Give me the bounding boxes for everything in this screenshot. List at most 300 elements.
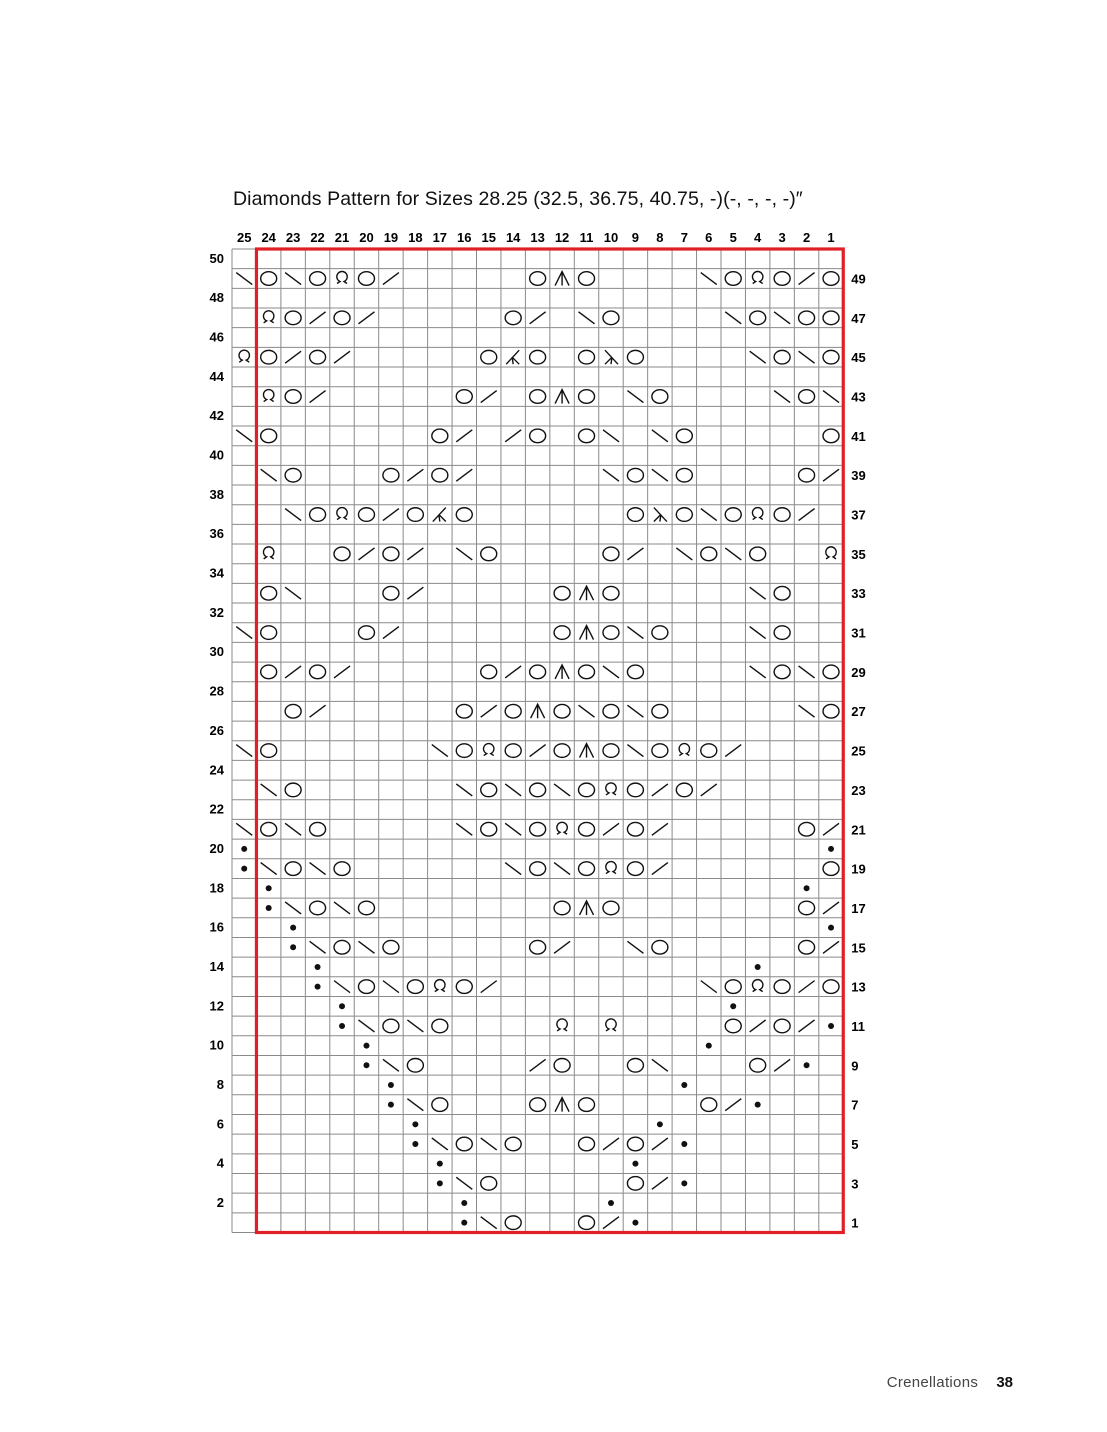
purl-dot: [828, 925, 834, 931]
column-number: 12: [554, 230, 570, 245]
row-number-right: 11: [851, 1018, 865, 1034]
stitch-symbols: [236, 272, 839, 1230]
purl-dot: [461, 1200, 467, 1206]
ssk-symbol: [603, 430, 619, 442]
row-number-left: 50: [209, 250, 224, 266]
purl-dot: [755, 1102, 761, 1108]
yo-symbol: [774, 626, 790, 640]
ssk-symbol: [627, 627, 643, 639]
purl-dot: [706, 1043, 712, 1049]
ssk-symbol: [799, 705, 815, 717]
ssk-symbol: [236, 823, 252, 835]
purl-dot: [730, 1003, 736, 1009]
cdd-symbol: [555, 272, 569, 286]
yo-symbol: [554, 1059, 570, 1073]
yo-symbol: [456, 980, 472, 994]
purl-dot: [755, 964, 761, 970]
yo-symbol: [579, 1137, 595, 1151]
row-number-left: 24: [209, 762, 224, 778]
ssk-symbol: [456, 823, 472, 835]
yo-symbol: [481, 1177, 497, 1191]
yo-symbol: [725, 272, 741, 286]
yo-symbol: [701, 1098, 717, 1112]
purl-dot: [608, 1200, 614, 1206]
ssk-symbol: [774, 312, 790, 324]
yo-symbol: [285, 862, 301, 876]
k2tog-symbol: [725, 1099, 741, 1111]
yo-symbol: [432, 1019, 448, 1033]
column-number: 15: [481, 230, 496, 245]
yo-symbol: [823, 665, 839, 679]
yo-symbol: [823, 862, 839, 876]
k2tog-symbol: [799, 509, 815, 521]
twisted-stitch-symbol: [435, 980, 445, 992]
yo-symbol: [261, 822, 277, 836]
yo-symbol: [627, 1059, 643, 1073]
yo-symbol: [310, 665, 326, 679]
ssk-symbol: [505, 784, 521, 796]
ssk-symbol: [750, 587, 766, 599]
ssk-symbol: [456, 784, 472, 796]
row-number-left: 6: [216, 1116, 224, 1132]
row-number-right: 25: [851, 743, 866, 759]
row-number-right: 7: [851, 1097, 859, 1113]
footer-section-title: Crenellations: [886, 1374, 979, 1391]
column-number: 13: [530, 230, 545, 245]
column-number: 10: [603, 230, 619, 245]
k2tog-symbol: [774, 1059, 790, 1071]
purl-dot: [632, 1220, 638, 1226]
yo-symbol: [627, 508, 643, 522]
yo-symbol: [774, 980, 790, 994]
row-number-right: 37: [851, 507, 866, 523]
ssk-symbol: [285, 273, 301, 285]
purl-dot: [388, 1082, 394, 1088]
yo-symbol: [676, 783, 692, 797]
ssk-symbol: [236, 745, 252, 757]
row-number-left: 48: [209, 290, 224, 306]
ssk-symbol: [554, 863, 570, 875]
yo-symbol: [481, 783, 497, 797]
row-number-right: 35: [851, 546, 866, 562]
column-number: 17: [432, 230, 448, 245]
yo-symbol: [505, 311, 521, 325]
k2tog-symbol: [652, 1177, 668, 1189]
yo-symbol: [383, 940, 399, 954]
k2tog-symbol: [481, 705, 497, 717]
cdd-symbol: [531, 704, 545, 718]
column-number: 3: [778, 230, 786, 245]
yo-symbol: [579, 429, 595, 443]
row-number-left: 4: [216, 1155, 224, 1171]
ssk-symbol: [432, 745, 448, 757]
chart-title: Diamonds Pattern for Sizes 28.25 (32.5, 36.75, 40.75, -)(-, -, -, -)″: [233, 188, 803, 210]
row-number-right: 49: [851, 271, 866, 287]
yo-symbol: [799, 901, 815, 915]
ssk-symbol: [725, 548, 741, 560]
yo-symbol: [725, 980, 741, 994]
row-number-right: 5: [851, 1136, 859, 1152]
yo-symbol: [823, 272, 839, 286]
ssk-symbol: [261, 863, 277, 875]
purl-dot: [437, 1161, 443, 1167]
k2tog-symbol: [407, 587, 423, 599]
yo-symbol: [652, 744, 668, 758]
k2tog-symbol: [383, 627, 399, 639]
yo-symbol: [530, 429, 546, 443]
page-footer: [0, 1374, 1013, 1391]
right-double-decrease-symbol: [605, 350, 618, 364]
purl-dot: [681, 1082, 687, 1088]
k2tog-symbol: [823, 902, 839, 914]
yo-symbol: [456, 508, 472, 522]
twisted-stitch-symbol: [826, 547, 836, 559]
ssk-symbol: [627, 391, 643, 403]
yo-symbol: [579, 272, 595, 286]
purl-dot: [804, 885, 810, 891]
row-number-right: 43: [851, 389, 866, 405]
yo-symbol: [456, 704, 472, 718]
yo-symbol: [383, 1019, 399, 1033]
ssk-symbol: [652, 1059, 668, 1071]
k2tog-symbol: [652, 1138, 668, 1150]
yo-symbol: [823, 980, 839, 994]
k2tog-symbol: [456, 469, 472, 481]
k2tog-symbol: [310, 391, 326, 403]
ssk-symbol: [383, 1059, 399, 1071]
k2tog-symbol: [799, 1020, 815, 1032]
ssk-symbol: [285, 902, 301, 914]
k2tog-symbol: [823, 941, 839, 953]
k2tog-symbol: [358, 312, 374, 324]
purl-dot: [241, 866, 247, 872]
k2tog-symbol: [456, 430, 472, 442]
ssk-symbol: [310, 941, 326, 953]
yo-symbol: [310, 901, 326, 915]
column-number: 14: [505, 230, 521, 245]
yo-symbol: [530, 822, 546, 836]
row-number-right: 41: [851, 428, 866, 444]
right-double-decrease-symbol: [654, 508, 667, 522]
row-number-left: 2: [216, 1194, 224, 1210]
column-number: 4: [754, 230, 762, 245]
purl-dot: [632, 1161, 638, 1167]
yo-symbol: [750, 1059, 766, 1073]
k2tog-symbol: [310, 312, 326, 324]
row-number-left: 10: [209, 1037, 224, 1053]
row-number-left: 32: [209, 604, 224, 620]
twisted-stitch-symbol: [606, 783, 616, 795]
row-number-right: 23: [851, 782, 866, 798]
k2tog-symbol: [823, 823, 839, 835]
row-number-right: 39: [851, 468, 866, 484]
column-number: 18: [408, 230, 423, 245]
yo-symbol: [285, 704, 301, 718]
yo-symbol: [579, 1216, 595, 1230]
yo-symbol: [579, 783, 595, 797]
yo-symbol: [676, 429, 692, 443]
yo-symbol: [652, 390, 668, 404]
ssk-symbol: [456, 548, 472, 560]
yo-symbol: [799, 822, 815, 836]
row-number-right: 45: [851, 350, 866, 366]
row-number-right: 33: [851, 586, 866, 602]
k2tog-symbol: [334, 666, 350, 678]
yo-symbol: [481, 350, 497, 364]
k2tog-symbol: [407, 548, 423, 560]
row-number-left: 18: [209, 880, 224, 896]
yo-symbol: [554, 744, 570, 758]
row-number-right: 3: [851, 1176, 859, 1192]
k2tog-symbol: [603, 1217, 619, 1229]
ssk-symbol: [236, 430, 252, 442]
yo-symbol: [383, 468, 399, 482]
row-number-left: 8: [216, 1076, 224, 1092]
k2tog-symbol: [285, 351, 301, 363]
ssk-symbol: [554, 784, 570, 796]
twisted-stitch-symbol: [606, 862, 616, 874]
row-number-left: 14: [209, 958, 224, 974]
yo-symbol: [579, 665, 595, 679]
yo-symbol: [823, 704, 839, 718]
yo-symbol: [334, 547, 350, 561]
yo-symbol: [774, 508, 790, 522]
twisted-stitch-symbol: [337, 272, 347, 284]
twisted-stitch-symbol: [263, 390, 273, 402]
row-number-right: 1: [851, 1215, 859, 1231]
yo-symbol: [603, 547, 619, 561]
purl-dot: [657, 1121, 663, 1127]
ssk-symbol: [358, 941, 374, 953]
yo-symbol: [799, 311, 815, 325]
row-number-left: 30: [209, 644, 224, 660]
yo-symbol: [505, 744, 521, 758]
cdd-symbol: [580, 626, 594, 640]
ssk-symbol: [236, 627, 252, 639]
column-number: 16: [457, 230, 472, 245]
twisted-stitch-symbol: [557, 1019, 567, 1031]
ssk-symbol: [750, 627, 766, 639]
yo-symbol: [505, 1216, 521, 1230]
ssk-symbol: [432, 1138, 448, 1150]
ssk-symbol: [799, 351, 815, 363]
ssk-symbol: [652, 430, 668, 442]
column-number: 19: [383, 230, 399, 245]
cdd-symbol: [555, 1098, 569, 1112]
ssk-symbol: [407, 1099, 423, 1111]
row-number-right: 27: [851, 704, 866, 720]
yo-symbol: [530, 390, 546, 404]
ssk-symbol: [750, 351, 766, 363]
row-number-left: 46: [209, 329, 224, 345]
purl-dot: [339, 1023, 345, 1029]
twisted-stitch-symbol: [557, 822, 567, 834]
purl-dot: [828, 1023, 834, 1029]
purl-dot: [363, 1062, 369, 1068]
column-number: 23: [285, 230, 301, 245]
yo-symbol: [358, 626, 374, 640]
row-number-right: 29: [851, 664, 866, 680]
ssk-symbol: [285, 509, 301, 521]
row-number-right: 31: [851, 625, 866, 641]
yo-symbol: [530, 940, 546, 954]
k2tog-symbol: [285, 666, 301, 678]
yo-symbol: [799, 940, 815, 954]
yo-symbol: [407, 508, 423, 522]
k2tog-symbol: [750, 1020, 766, 1032]
yo-symbol: [799, 390, 815, 404]
yo-symbol: [627, 1177, 643, 1191]
ssk-symbol: [505, 863, 521, 875]
yo-symbol: [261, 626, 277, 640]
yo-symbol: [530, 665, 546, 679]
ssk-symbol: [481, 1138, 497, 1150]
twisted-stitch-symbol: [337, 508, 347, 520]
yo-symbol: [750, 311, 766, 325]
ssk-symbol: [627, 941, 643, 953]
twisted-stitch-symbol: [752, 272, 762, 284]
yo-symbol: [774, 1019, 790, 1033]
row-number-left: 40: [209, 447, 224, 463]
yo-symbol: [407, 980, 423, 994]
twisted-stitch-symbol: [484, 744, 494, 756]
cdd-symbol: [580, 744, 594, 758]
column-number: 6: [705, 230, 713, 245]
row-number-left: 12: [209, 998, 224, 1014]
purl-dot: [266, 905, 272, 911]
k2tog-symbol: [603, 1138, 619, 1150]
yo-symbol: [261, 272, 277, 286]
yo-symbol: [334, 311, 350, 325]
ssk-symbol: [627, 705, 643, 717]
column-number: 2: [802, 230, 811, 245]
yo-symbol: [407, 1059, 423, 1073]
yo-symbol: [432, 468, 448, 482]
yo-symbol: [579, 1098, 595, 1112]
purl-dot: [681, 1180, 687, 1186]
yo-symbol: [603, 586, 619, 600]
yo-symbol: [627, 1137, 643, 1151]
k2tog-symbol: [383, 273, 399, 285]
twisted-stitch-symbol: [239, 350, 249, 362]
column-number: 8: [656, 230, 664, 245]
column-number: 11: [579, 230, 594, 245]
yo-symbol: [554, 704, 570, 718]
yo-symbol: [725, 508, 741, 522]
yo-symbol: [261, 744, 277, 758]
yo-symbol: [676, 468, 692, 482]
ssk-symbol: [603, 666, 619, 678]
yo-symbol: [627, 822, 643, 836]
column-number: 20: [359, 230, 374, 245]
purl-dot: [290, 925, 296, 931]
purl-dot: [363, 1043, 369, 1049]
purl-dot: [681, 1141, 687, 1147]
cdd-symbol: [555, 665, 569, 679]
yo-symbol: [603, 744, 619, 758]
ssk-symbol: [799, 666, 815, 678]
left-double-decrease-symbol: [506, 350, 519, 364]
yo-symbol: [701, 547, 717, 561]
ssk-symbol: [823, 391, 839, 403]
row-number-right: 9: [851, 1058, 859, 1074]
yo-symbol: [701, 744, 717, 758]
grid-lines: [232, 249, 843, 1233]
purl-dot: [437, 1180, 443, 1186]
column-number: 21: [334, 230, 350, 245]
row-number-left: 22: [209, 801, 224, 817]
yo-symbol: [285, 311, 301, 325]
yo-symbol: [774, 665, 790, 679]
ssk-symbol: [261, 469, 277, 481]
ssk-symbol: [701, 509, 717, 521]
yo-symbol: [627, 468, 643, 482]
row-number-left: 36: [209, 526, 224, 542]
yo-symbol: [554, 901, 570, 915]
ssk-symbol: [285, 823, 301, 835]
ssk-symbol: [725, 312, 741, 324]
yo-symbol: [774, 272, 790, 286]
row-number-right: 19: [851, 861, 866, 877]
yo-symbol: [530, 783, 546, 797]
yo-symbol: [310, 350, 326, 364]
yo-symbol: [456, 390, 472, 404]
yo-symbol: [383, 586, 399, 600]
k2tog-symbol: [823, 469, 839, 481]
column-number: 5: [729, 230, 737, 245]
yo-symbol: [261, 665, 277, 679]
yo-symbol: [285, 390, 301, 404]
k2tog-symbol: [799, 981, 815, 993]
yo-symbol: [774, 350, 790, 364]
yo-symbol: [627, 665, 643, 679]
ssk-symbol: [676, 548, 692, 560]
purl-dot: [266, 885, 272, 891]
row-number-left: 42: [209, 408, 224, 424]
yo-symbol: [774, 586, 790, 600]
row-number-left: 20: [209, 840, 224, 856]
yo-symbol: [823, 311, 839, 325]
cdd-symbol: [580, 901, 594, 915]
k2tog-symbol: [334, 351, 350, 363]
yo-symbol: [261, 429, 277, 443]
ssk-symbol: [774, 391, 790, 403]
ssk-symbol: [334, 981, 350, 993]
row-number-left: 34: [209, 565, 224, 581]
yo-symbol: [603, 704, 619, 718]
twisted-stitch-symbol: [263, 547, 273, 559]
row-number-left: 38: [209, 486, 224, 502]
ssk-symbol: [481, 1217, 497, 1229]
yo-symbol: [481, 822, 497, 836]
k2tog-symbol: [652, 823, 668, 835]
yo-symbol: [530, 272, 546, 286]
yo-symbol: [358, 272, 374, 286]
k2tog-symbol: [530, 1059, 546, 1071]
k2tog-symbol: [407, 469, 423, 481]
k2tog-symbol: [530, 745, 546, 757]
yo-symbol: [823, 429, 839, 443]
row-number-right: 47: [851, 310, 866, 326]
yo-symbol: [481, 547, 497, 561]
ssk-symbol: [383, 981, 399, 993]
yo-symbol: [285, 783, 301, 797]
yo-symbol: [579, 862, 595, 876]
yo-symbol: [603, 311, 619, 325]
twisted-stitch-symbol: [679, 744, 689, 756]
ssk-symbol: [236, 273, 252, 285]
row-number-right: 13: [851, 979, 866, 995]
